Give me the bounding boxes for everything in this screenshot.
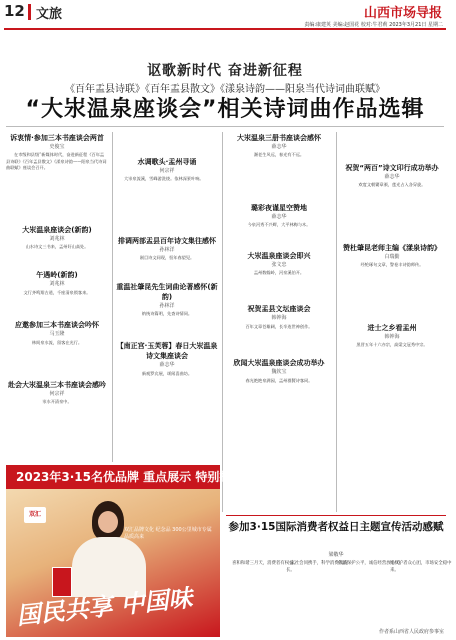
poem-author: 魏钦宝 xyxy=(271,369,287,376)
poem-item xyxy=(6,320,108,346)
poem-author: 白瑞勤 xyxy=(384,253,400,260)
bottom-article-column: 喜和和谐三月天，消费者有权益。 xyxy=(232,561,298,566)
column-divider xyxy=(222,132,223,512)
poem-title: 进士之乡看盂州 xyxy=(367,323,417,332)
poem-title: 大汖温泉座谈会即兴 xyxy=(247,251,311,260)
poem-item xyxy=(116,157,218,183)
poem-text: 文行齐鸣翔古道，千座清泉锁客来。 xyxy=(23,289,91,295)
poem-item xyxy=(226,358,332,384)
ad-artwork xyxy=(6,489,220,637)
poem-text: 大汖泉流溪，雪峰游洗绕。依林深景叶响。 xyxy=(124,176,204,182)
ad-caption: 双汇品牌文化 纪念品 300公里城市专属 品质高来 xyxy=(124,527,212,540)
poem-title: 祝贺盂县文坛座谈会 xyxy=(247,305,311,314)
poem-author: 史俊宝 xyxy=(49,144,65,150)
header-meta: 责编:康建英 美编:赵国花 校对:牛君莉 2023年3月21日 星期二 xyxy=(304,22,443,28)
poem-author: 何宗祥 xyxy=(49,391,65,398)
poem-text: 山水诗文三书来，盂州好山高处。 xyxy=(25,244,89,250)
poem-text: 濒老生风远，春光有不远。 xyxy=(253,152,305,158)
header-rule xyxy=(4,28,446,30)
poem-author: 马玉隆 xyxy=(49,331,65,338)
bottom-article-rule xyxy=(226,515,446,516)
poem-author: 刘兆林 xyxy=(49,281,65,288)
poem-text: 黑冒五年十六亦宗，高梁文冠秀中宗。 xyxy=(356,342,428,348)
advertisement-banner xyxy=(6,465,244,637)
poem-item xyxy=(226,203,332,229)
poem-item xyxy=(340,163,444,189)
spokesperson-face xyxy=(98,511,118,533)
poem-text: 在市级和县级“新媒体时代，奋进新征程《百年盂县诗联》《百年盂县散文》《漾泉诗韵——阳泉当代诗词曲联赋》座谈会召开。 xyxy=(6,152,107,171)
poem-title: 祝贺“两百”诗文印行成功举办 xyxy=(345,164,439,172)
poem-text: 汖水开清泉中。 xyxy=(42,399,72,405)
poem-author: 孙林洋 xyxy=(159,246,175,253)
poem-item xyxy=(6,225,108,251)
bottom-article-author: 梁敬华 xyxy=(328,552,344,558)
column-divider xyxy=(336,132,337,512)
poem-item xyxy=(226,304,332,330)
bottom-article-column: 依法保护公平，诚信经营放心天。 xyxy=(338,561,404,566)
page-number: 12 xyxy=(4,2,25,20)
poem-item xyxy=(340,323,444,349)
poem-title: 璐彩夜谨星空赞地 xyxy=(251,203,307,212)
kicker-title: 讴歌新时代 奋进新征程 xyxy=(147,63,303,79)
poem-text: 经纶琢句文章，警卷丰诗韵师传。 xyxy=(360,262,424,268)
section-name: 文旅 xyxy=(36,7,63,22)
headline: “大汖温泉座谈会”相关诗词曲作品选辑 xyxy=(25,97,425,122)
poem-text: 新观罗宾展，颂闻喜曲坊。 xyxy=(141,370,193,376)
poem-title: 赞杜肇昆老师主编《漾泉诗韵》 xyxy=(343,243,441,252)
poem-text: 欢度文朝繁章颁，莲光占入各穿旋。 xyxy=(358,182,426,188)
bottom-article-title: 参加3·15国际消费者权益日主题宣传活动感赋 xyxy=(228,521,444,533)
poem-text: 纳统诗篇明，先查诗情同。 xyxy=(141,311,193,317)
poem-title: 应邀参加三本书座谈会吟怀 xyxy=(15,321,99,330)
poem-title: 欣闻大汖温泉座谈会成功举办 xyxy=(233,359,325,368)
bottom-article-column: 维权护者众心团，市场安全稳中来。 xyxy=(390,561,452,573)
poem-author: 薛志华 xyxy=(271,213,287,220)
bottom-article-footer: 作者系山西省人民政府参事室 xyxy=(378,629,444,635)
header-accent-bar xyxy=(28,4,31,20)
poem-author: 韩钟海 xyxy=(271,315,287,322)
poem-title: 大汖温泉座谈会(新韵) xyxy=(22,225,92,234)
page-header xyxy=(0,0,450,28)
ad-title: 2023年3·15名优品牌 重点展示 特别推荐 xyxy=(16,470,244,484)
column-1 xyxy=(6,130,108,407)
poem-item xyxy=(226,251,332,277)
column-2 xyxy=(116,130,218,378)
poem-text: 今泉河秀不兴畔，大平林梅与木。 xyxy=(247,222,311,228)
column-4 xyxy=(340,130,444,349)
subtitle: 《百年盂县诗联》《百年盂县散文》《漾泉诗韵——阳泉当代诗词曲联赋》 xyxy=(65,84,385,95)
poem-title: 诉衷情·参加三本书座谈会两首 xyxy=(10,134,104,142)
poem-item xyxy=(340,243,444,269)
poem-text: 盂州数翰岭，河泉溪伯开。 xyxy=(253,270,305,276)
poem-author: 何宗祥 xyxy=(159,168,175,174)
poem-author: 孙林洋 xyxy=(159,302,175,309)
poem-item xyxy=(6,133,108,172)
poem-title: 排调两部盂县百年诗文集往感怀 xyxy=(118,236,216,245)
poem-title: 大汖温泉三册书座谈会感怀 xyxy=(237,134,321,142)
poem-author: 薛志华 xyxy=(271,144,287,150)
poem-author: 张文忠 xyxy=(271,261,287,268)
column-3 xyxy=(226,130,332,385)
poem-author: 刘兆林 xyxy=(49,235,65,242)
poem-author: 薛志华 xyxy=(384,174,400,180)
headline-divider xyxy=(6,126,444,127)
brand-logo: 双汇 xyxy=(24,507,46,523)
poem-item xyxy=(116,341,218,377)
poem-text: 刚目诗文同现，恒年春望见。 xyxy=(139,255,195,261)
poem-title: 重温社肇昆先生词曲论著感怀(新韵) xyxy=(116,282,218,301)
poem-title: 水调歌头·盂州寻诵 xyxy=(137,158,197,166)
poem-author: 薛志华 xyxy=(159,362,175,369)
poem-title: 【南正宫·玉芙蓉】春日大汖温泉诗文集座谈会 xyxy=(116,342,218,361)
poem-text: 春光绝艳泉满园，盂州群賢诗客同。 xyxy=(245,377,313,383)
column-divider xyxy=(112,132,113,462)
poem-text: 百年文章苍雄阔，长辛连世神创作。 xyxy=(245,323,313,329)
poem-title: 午遇岭(新韵) xyxy=(36,271,78,280)
bottom-article-column: 一家社会同携手，科学消费风波长。 xyxy=(286,561,348,573)
paper-name: 山西市场导报 xyxy=(363,6,442,21)
poem-text: 林间泉水流，留客在光行。 xyxy=(31,339,83,345)
poem-title: 赴会大汖温泉三本书座谈会感吟 xyxy=(8,381,106,390)
poem-author: 韩钟海 xyxy=(384,333,400,340)
poem-item xyxy=(116,236,218,262)
poem-item xyxy=(6,270,108,296)
poem-item xyxy=(6,380,108,406)
ad-slogan: 国民共享 中国味 xyxy=(15,583,194,631)
poem-item xyxy=(116,282,218,318)
poem-item xyxy=(226,133,332,159)
